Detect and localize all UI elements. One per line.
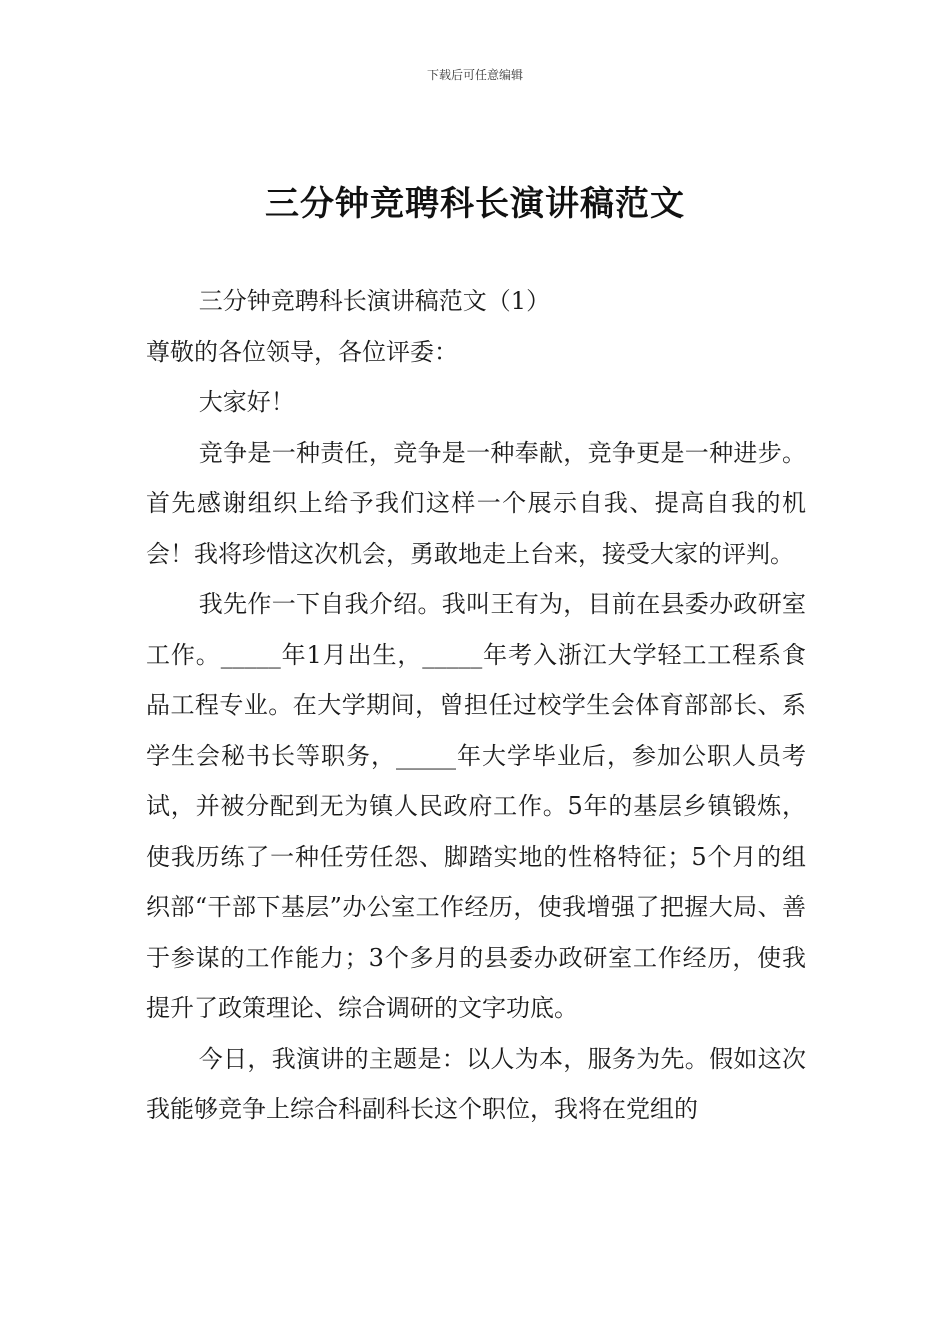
salutation: 尊敬的各位领导，各位评委： xyxy=(146,337,458,366)
greeting: 大家好！ xyxy=(198,388,295,416)
header-note: 下载后可任意编辑 xyxy=(426,68,523,82)
document-title: 三分钟竞聘科长演讲稿范文 xyxy=(265,184,685,224)
paragraph-intro: 竞争是一种责任，竞争是一种奉献，竞争更是一种进步。首先感谢组织上给予我们这样一个展示自我、提高自我的机会！我将珍惜这次机会，勇敢地走上台来，接受大家的评判。 xyxy=(146,438,806,568)
section-heading: 三分钟竞聘科长演讲稿范文（1） xyxy=(198,287,551,315)
document-body xyxy=(146,276,806,1135)
paragraph-theme: 今日，我演讲的主题是：以人为本，服务为先。假如这次我能够竞争上综合科副科长这个职位，我将在党组的 xyxy=(146,1044,806,1123)
paragraph-self-introduction: 我先作一下自我介绍。我叫王有为，目前在县委办政研室工作。_____年1月出生，_____年考入浙江大学轻工工程系食品工程专业。在大学期间，曾担任过校学生会体育部部长、系学生会秘书长等职务，_____年大学毕业后，参加公职人员考试，并被分配到无为镇人民政府工作。5年的基层乡镇锻炼，使我历练了一种任劳任怨、脚踏实地的性格特征；5个月的组织部“干部下基层”办公室工作经历，使我增强了把握大局、善于参谋的工作能力；3个多月的县委办政研室工作经历，使我提升了政策理论、综合调研的文字功底。 xyxy=(146,590,806,1022)
